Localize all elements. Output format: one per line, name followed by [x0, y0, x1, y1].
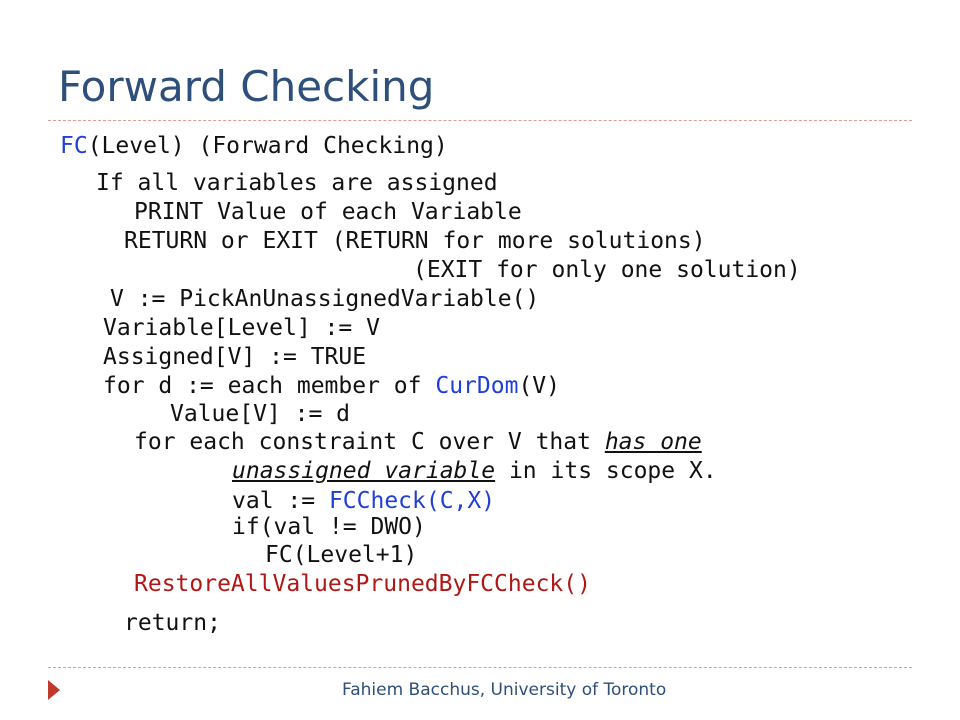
title-divider	[48, 120, 912, 121]
for-loop-suffix: (V)	[518, 373, 560, 399]
code-line-6: V := PickAnUnassignedVariable()	[110, 286, 540, 312]
code-line-8: Assigned[V] := TRUE	[103, 344, 367, 370]
has-one-emphasis: has one	[604, 429, 702, 455]
scope-text: in its scope X.	[495, 458, 717, 484]
code-line-4: RETURN or EXIT (RETURN for more solutions)	[124, 228, 706, 254]
code-line-13	[232, 488, 495, 514]
slide-title: Forward Checking	[58, 62, 435, 111]
code-line-17: return;	[124, 610, 221, 636]
unassigned-variable-emphasis: unassigned variable	[232, 458, 496, 484]
code-line-11	[134, 429, 702, 455]
code-line-3: PRINT Value of each Variable	[134, 199, 522, 225]
code-line-5: (EXIT for only one solution)	[413, 257, 801, 283]
code-line-1	[60, 133, 448, 159]
curdom-function: CurDom	[435, 373, 519, 399]
code-line-14: if(val != DWO)	[232, 514, 426, 540]
fccheck-call: FCCheck(C,X)	[328, 488, 496, 514]
val-assign: val :=	[232, 488, 329, 514]
code-line-9	[103, 373, 560, 399]
for-loop-prefix: for d := each member of	[103, 373, 436, 399]
code-line-10: Value[V] := d	[170, 401, 351, 427]
constraint-loop-prefix: for each constraint C over V that	[134, 429, 605, 455]
fc-signature: (Level) (Forward Checking)	[87, 133, 448, 159]
code-line-2: If all variables are assigned	[96, 170, 498, 196]
fc-keyword: FC	[60, 133, 88, 159]
bullet-arrow-icon	[48, 680, 60, 700]
code-line-15: FC(Level+1)	[265, 542, 418, 568]
code-line-12	[232, 458, 717, 484]
footer-divider	[48, 667, 912, 668]
slide-footer: Fahiem Bacchus, University of Toronto	[342, 680, 667, 700]
code-line-7: Variable[Level] := V	[103, 315, 380, 341]
code-line-16: RestoreAllValuesPrunedByFCCheck()	[134, 571, 591, 597]
